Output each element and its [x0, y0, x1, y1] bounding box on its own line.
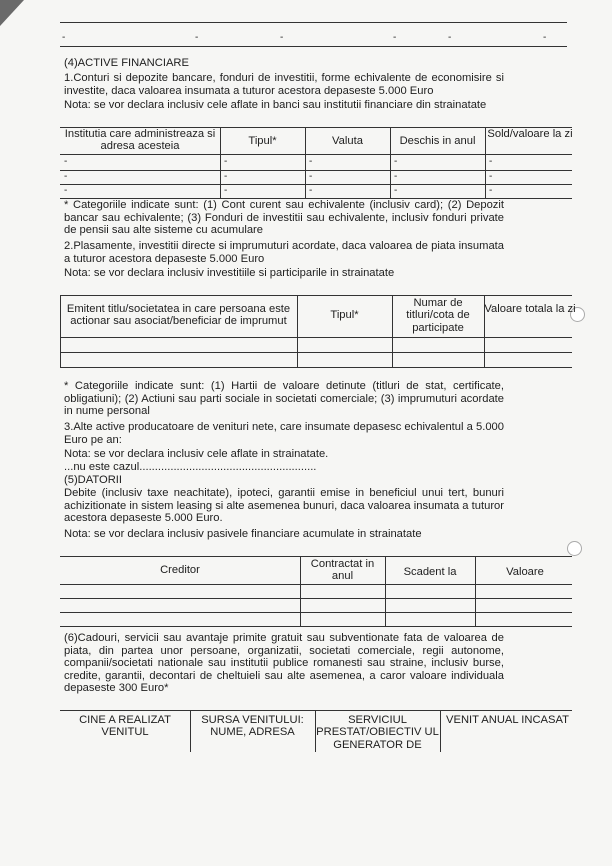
section-5-text: Debite (inclusiv taxe neachitate), ipoteci, garantii emise in beneficiul unui tert, bunuri achizitionate in sistem leasing si alte asemenea bunuri, daca valoarea insumata a tuturor acestora depaseste 5.000 Euro. — [64, 487, 504, 525]
header-creditor: Creditor — [160, 564, 200, 576]
header-serviciul-prestat: SERVICIUL PRESTAT/OBIECTIV UL GENERATOR DE — [316, 714, 439, 751]
header-valuta: Valuta — [332, 135, 363, 147]
header-institutia: Institutia care administreaza si adresa acesteia — [64, 128, 216, 153]
section-5-note: Nota: se vor declara inclusiv pasivele financiare acumulate in strainatate — [64, 528, 422, 540]
header-deschis: Deschis in anul — [399, 135, 476, 147]
header-venit-anual: VENIT ANUAL INCASAT — [446, 714, 569, 726]
cell-dash: - — [394, 156, 398, 167]
header-valoare-totala: Valoare totala la zi — [484, 303, 576, 315]
cell-dash: - — [393, 32, 397, 43]
item-2-text: 2.Plasamente, investitii directe si imprumuturi acordate, daca valoarea de piata insumata a tuturor acestora depaseste 5.000 Euro — [64, 240, 504, 265]
cell-dash: - — [394, 171, 398, 182]
cell-dash: - — [280, 32, 284, 43]
item-1-note: Nota: se vor declara inclusiv cele aflate in banci sau institutii financiare din strainatate — [64, 99, 487, 111]
header-emitent: Emitent titlu/societatea in care persoana este actionar sau asociat/beneficiar de imprumut — [66, 303, 291, 328]
cell-dash: - — [64, 156, 68, 167]
cell-dash: - — [448, 32, 452, 43]
cell-dash: - — [394, 185, 398, 196]
cell-dash: - — [489, 156, 493, 167]
cell-dash: - — [224, 171, 228, 182]
section-6-text: (6)Cadouri, servicii sau avantaje primite gratuit sau subventionate fata de valoarea de piata, din partea unor persoane, organizatii, societati comerciale, regii autonome, companii/societati nationale sau institutii publice romanesti sau straine, inclusiv burse, credite, garantii, decontari de cheltuieli sau alte asemenea, a caror valoare individuala depaseste 300 Euro* — [64, 632, 504, 695]
cell-dash: - — [309, 156, 313, 167]
cell-dash: - — [543, 32, 547, 43]
punch-hole — [567, 541, 582, 556]
item-3-text: 3.Alte active producatoare de venituri nete, care insumate depasesc echivalentul a 5.000 Euro pe an: — [64, 421, 504, 446]
header-valoare: Valoare — [506, 566, 544, 578]
header-numar-titluri: Numar de titluri/cota de participate — [406, 297, 470, 334]
cell-dash: - — [195, 32, 199, 43]
item-2-note: Nota: se vor declara inclusiv investitiile si participarile in strainatate — [64, 267, 395, 279]
cell-dash: - — [489, 171, 493, 182]
header-sold: Sold/valoare la zi — [487, 128, 573, 140]
categories-note-2: * Categoriile indicate sunt: (1) Hartii de valoare detinute (titluri de stat, certificate, obligatiuni); (2) Actiuni sau parti sociale in societati comerciale; (3) imprumuturi acordate in nume personal — [64, 380, 504, 418]
scan-corner-shadow — [0, 0, 24, 26]
item-3-note: Nota: se vor declara inclusiv cele aflate in strainatate. — [64, 448, 329, 460]
categories-note-1: * Categoriile indicate sunt: (1) Cont curent sau echivalente (inclusiv card); (2) Depozit bancar sau echivalente; (3) Fonduri de investitii sau echivalente, inclusiv fonduri private de pensii sau alte sisteme cu acumulare — [64, 199, 504, 237]
header-cine-a-realizat: CINE A REALIZAT VENITUL — [79, 714, 171, 739]
cell-dash: - — [224, 156, 228, 167]
header-contractat: Contractat in anul — [310, 558, 375, 583]
section-5-heading: (5)DATORII — [64, 474, 123, 486]
cell-dash: - — [62, 32, 66, 43]
header-sursa-venitului: SURSA VENITULUI: NUME, ADRESA — [201, 714, 304, 739]
header-scadent: Scadent la — [403, 566, 457, 578]
nu-este-cazul: ...nu este cazul......................................................... — [64, 461, 317, 473]
header-tipul-2: Tipul* — [330, 309, 359, 321]
section-4-heading: (4)ACTIVE FINANCIARE — [64, 57, 189, 69]
item-1-text: 1.Conturi si depozite bancare, fonduri de investitii, forme echivalente de economisire si investite, daca valoarea insumata a tuturor acestora depaseste 5.000 Euro — [64, 72, 504, 97]
cell-dash: - — [224, 185, 228, 196]
cell-dash: - — [309, 185, 313, 196]
cell-dash: - — [64, 185, 68, 196]
cell-dash: - — [489, 185, 493, 196]
cell-dash: - — [64, 171, 68, 182]
header-tipul: Tipul* — [248, 135, 277, 147]
cell-dash: - — [309, 171, 313, 182]
